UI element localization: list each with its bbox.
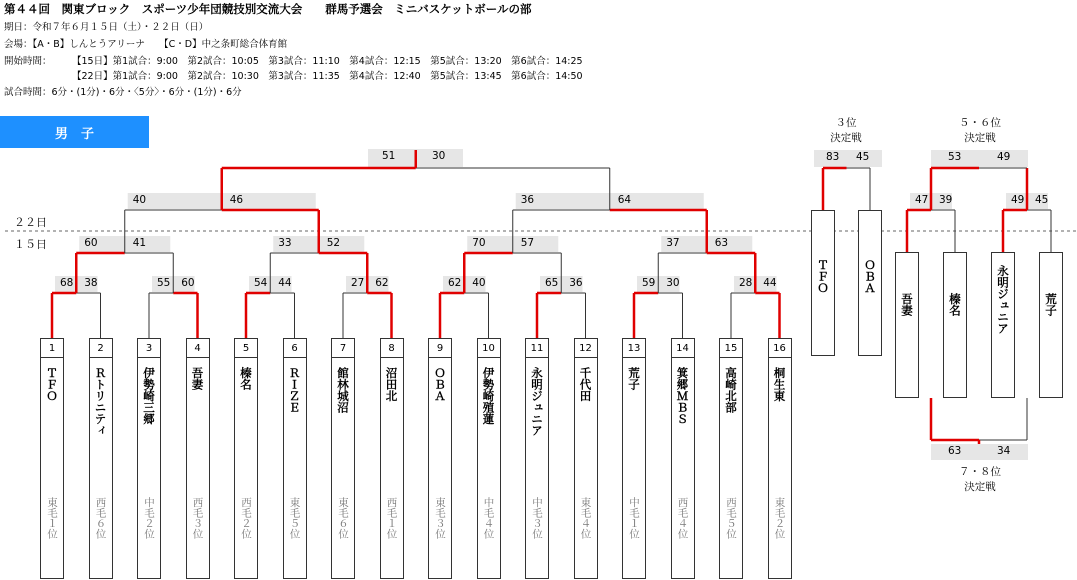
final-score-left: 51 [382, 150, 396, 162]
placement-team [943, 252, 967, 398]
team-name: Ｒトリニティ [93, 367, 108, 436]
fifth-score-right: 49 [997, 151, 1011, 163]
team-box [574, 338, 598, 579]
team-name: ＴＦＯ [45, 367, 59, 402]
r2-match-1-score-right: 41 [132, 237, 147, 249]
fifth-semi-2-score-left: 49 [1011, 194, 1025, 206]
fifth-semi-1-score-right: 39 [939, 194, 953, 206]
team-box [428, 338, 452, 579]
seed-number: 15 [720, 339, 742, 358]
team-box [89, 338, 113, 579]
fifth-score-left: 53 [948, 151, 962, 163]
third-place-team [811, 210, 835, 356]
seed-number: 4 [187, 339, 209, 358]
team-name: 荒子 [627, 367, 641, 390]
team-district: 東毛６位 [337, 497, 349, 539]
seventh-score-left: 63 [948, 445, 962, 457]
team-district: 中毛３位 [531, 497, 543, 539]
third-place-title: ３位 決定戦 [830, 117, 862, 144]
third-score-right: 45 [856, 151, 870, 163]
placement-team [991, 252, 1015, 398]
fifth-place-title: ５・６位 決定戦 [959, 117, 1001, 144]
r1-match-4-score-right: 62 [375, 277, 389, 289]
team-name: 伊勢崎三郷 [142, 367, 156, 425]
team-name: 吾妻 [190, 367, 205, 390]
team-name: 館林城沼 [336, 367, 350, 413]
team-district: 西毛２位 [240, 497, 252, 539]
venue-line: 会場：【A・B】しんとうアリーナ 【C・D】中之条町総合体育館 [4, 39, 288, 50]
r1-match-4-score-left: 27 [351, 277, 365, 289]
seed-number: 8 [381, 339, 403, 358]
r1-match-3-score-left: 54 [254, 277, 268, 289]
tournament-title: 第４４回 関東ブロック スポーツ少年団競技別交流大会 群馬予選会 ミニバスケットボールの部 [4, 2, 532, 16]
team-box [525, 338, 549, 579]
fifth-score-bg [931, 150, 1028, 167]
r1-match-5-score-left: 62 [448, 277, 462, 289]
seed-number: 11 [526, 339, 548, 358]
seed-number: 2 [90, 339, 112, 358]
r2-match-4-score-left: 37 [666, 237, 680, 249]
r1-match-2-score-right: 60 [181, 277, 195, 289]
team-district: 西毛３位 [191, 497, 204, 539]
team-district: 中毛４位 [482, 497, 495, 539]
team-box [719, 338, 743, 579]
third-score-bg [814, 150, 882, 167]
fifth-semi-2-score-right: 45 [1035, 194, 1049, 206]
third-place-team [858, 210, 882, 356]
r1-match-7-score-right: 30 [666, 277, 680, 289]
final-score-right: 30 [432, 150, 446, 162]
team-name: 千代田 [578, 367, 593, 402]
r1-match-3-score-right: 44 [278, 277, 292, 289]
day22-label: ２２日 [14, 216, 47, 229]
seventh-score-bg [931, 444, 1028, 460]
r2-match-3-score-right: 57 [520, 237, 535, 249]
seventh-score-right: 34 [997, 445, 1011, 457]
day15-label: １５日 [14, 238, 47, 251]
seed-number: 14 [672, 339, 694, 358]
r1-match-1-score-left: 68 [60, 277, 74, 289]
placement-team [1039, 252, 1063, 398]
team-district: 東毛１位 [46, 497, 58, 539]
seed-number: 5 [235, 339, 257, 358]
team-name: 永明ジュニア [530, 367, 544, 436]
start-time-day1: 【15日】第1試合：9:00 第2試合：10:05 第3試合：11:10 第4試合：12:15 第5試合：13:20 第6試合：14:25 [72, 56, 583, 67]
boys-section-banner: 男 子 [0, 116, 149, 148]
r1-match-5-score-right: 40 [472, 277, 486, 289]
team-district: 西毛５位 [725, 497, 737, 539]
team-box [40, 338, 64, 579]
r1-match-1-score-right: 38 [84, 277, 98, 289]
team-name: ＲＩＺＥ [287, 367, 302, 413]
team-district: 東毛５位 [288, 497, 301, 539]
r2-match-3-score-left: 70 [472, 237, 486, 249]
team-name: 榛名 [239, 367, 253, 390]
date-line: 期日：令和７年６月１５日（土）・２２日（日） [4, 22, 209, 33]
team-name: 永明ジュニア [996, 265, 1010, 334]
team-district: 西毛１位 [385, 497, 398, 539]
team-box [671, 338, 695, 579]
r1-match-6-score-right: 36 [569, 277, 583, 289]
seventh-place-title: ７・８位 決定戦 [959, 466, 1001, 493]
team-name: 荒子 [1044, 293, 1058, 316]
semi-match-2-score-left: 36 [520, 194, 535, 206]
seed-number: 9 [429, 339, 451, 358]
team-name: 高崎北部 [724, 367, 738, 413]
semi-match-1-score-left: 40 [132, 194, 147, 206]
semi-match-1-score-right: 46 [229, 194, 244, 206]
fifth-semi-1-score-left: 47 [915, 194, 929, 206]
team-box [331, 338, 355, 579]
start-time-day2: 【22日】第1試合：9:00 第2試合：10:30 第3試合：11:35 第4試合：12:40 第5試合：13:45 第6試合：14:50 [72, 71, 583, 82]
team-district: 中毛１位 [628, 497, 640, 539]
r1-match-2-score-left: 55 [157, 277, 171, 289]
semi-match-2-score-right: 64 [617, 194, 632, 206]
seed-number: 1 [41, 339, 63, 358]
team-box [768, 338, 792, 579]
team-district: 東毛２位 [773, 497, 786, 539]
r1-match-8-score-left: 28 [739, 277, 753, 289]
team-box [234, 338, 258, 579]
r1-match-8-score-right: 44 [763, 277, 777, 289]
seed-number: 10 [478, 339, 500, 358]
seed-number: 6 [284, 339, 306, 358]
r1-match-7-score-left: 59 [642, 277, 656, 289]
team-district: 西毛４位 [676, 497, 689, 539]
seed-number: 3 [138, 339, 160, 358]
seed-number: 12 [575, 339, 597, 358]
team-box [477, 338, 501, 579]
seed-number: 16 [769, 339, 791, 358]
r2-match-2-score-left: 33 [278, 237, 292, 249]
r2-match-4-score-right: 63 [714, 237, 729, 249]
team-box [137, 338, 161, 579]
team-name: 伊勢崎殖蓮 [481, 367, 496, 425]
team-name: 榛名 [948, 293, 962, 316]
team-box [283, 338, 307, 579]
seed-number: 7 [332, 339, 354, 358]
team-district: 中毛２位 [143, 497, 155, 539]
team-name: 沼田北 [384, 367, 399, 402]
team-name: ＴＦＯ [816, 259, 830, 294]
team-box [186, 338, 210, 579]
team-name: 桐生東 [772, 367, 787, 402]
team-district: 東毛４位 [579, 497, 592, 539]
team-name: 吾妻 [900, 293, 914, 316]
third-score-left: 83 [826, 151, 840, 163]
team-district: 西毛６位 [94, 497, 107, 539]
r2-match-2-score-right: 52 [326, 237, 341, 249]
team-name: ＯＢＡ [433, 367, 447, 402]
placement-team [895, 252, 919, 398]
team-box [622, 338, 646, 579]
team-box [380, 338, 404, 579]
team-district: 東毛３位 [434, 497, 446, 539]
team-name: ＯＢＡ [863, 259, 877, 294]
seed-number: 13 [623, 339, 645, 358]
r2-match-1-score-left: 60 [84, 237, 98, 249]
start-time-label: 開始時間： [4, 56, 52, 67]
game-time-line: 試合時間：6分・(1分)・6分・〈5分〉・6分・(1分)・6分 [4, 87, 242, 98]
r1-match-6-score-left: 65 [545, 277, 559, 289]
team-name: 箕郷ＭＢＳ [675, 367, 690, 425]
